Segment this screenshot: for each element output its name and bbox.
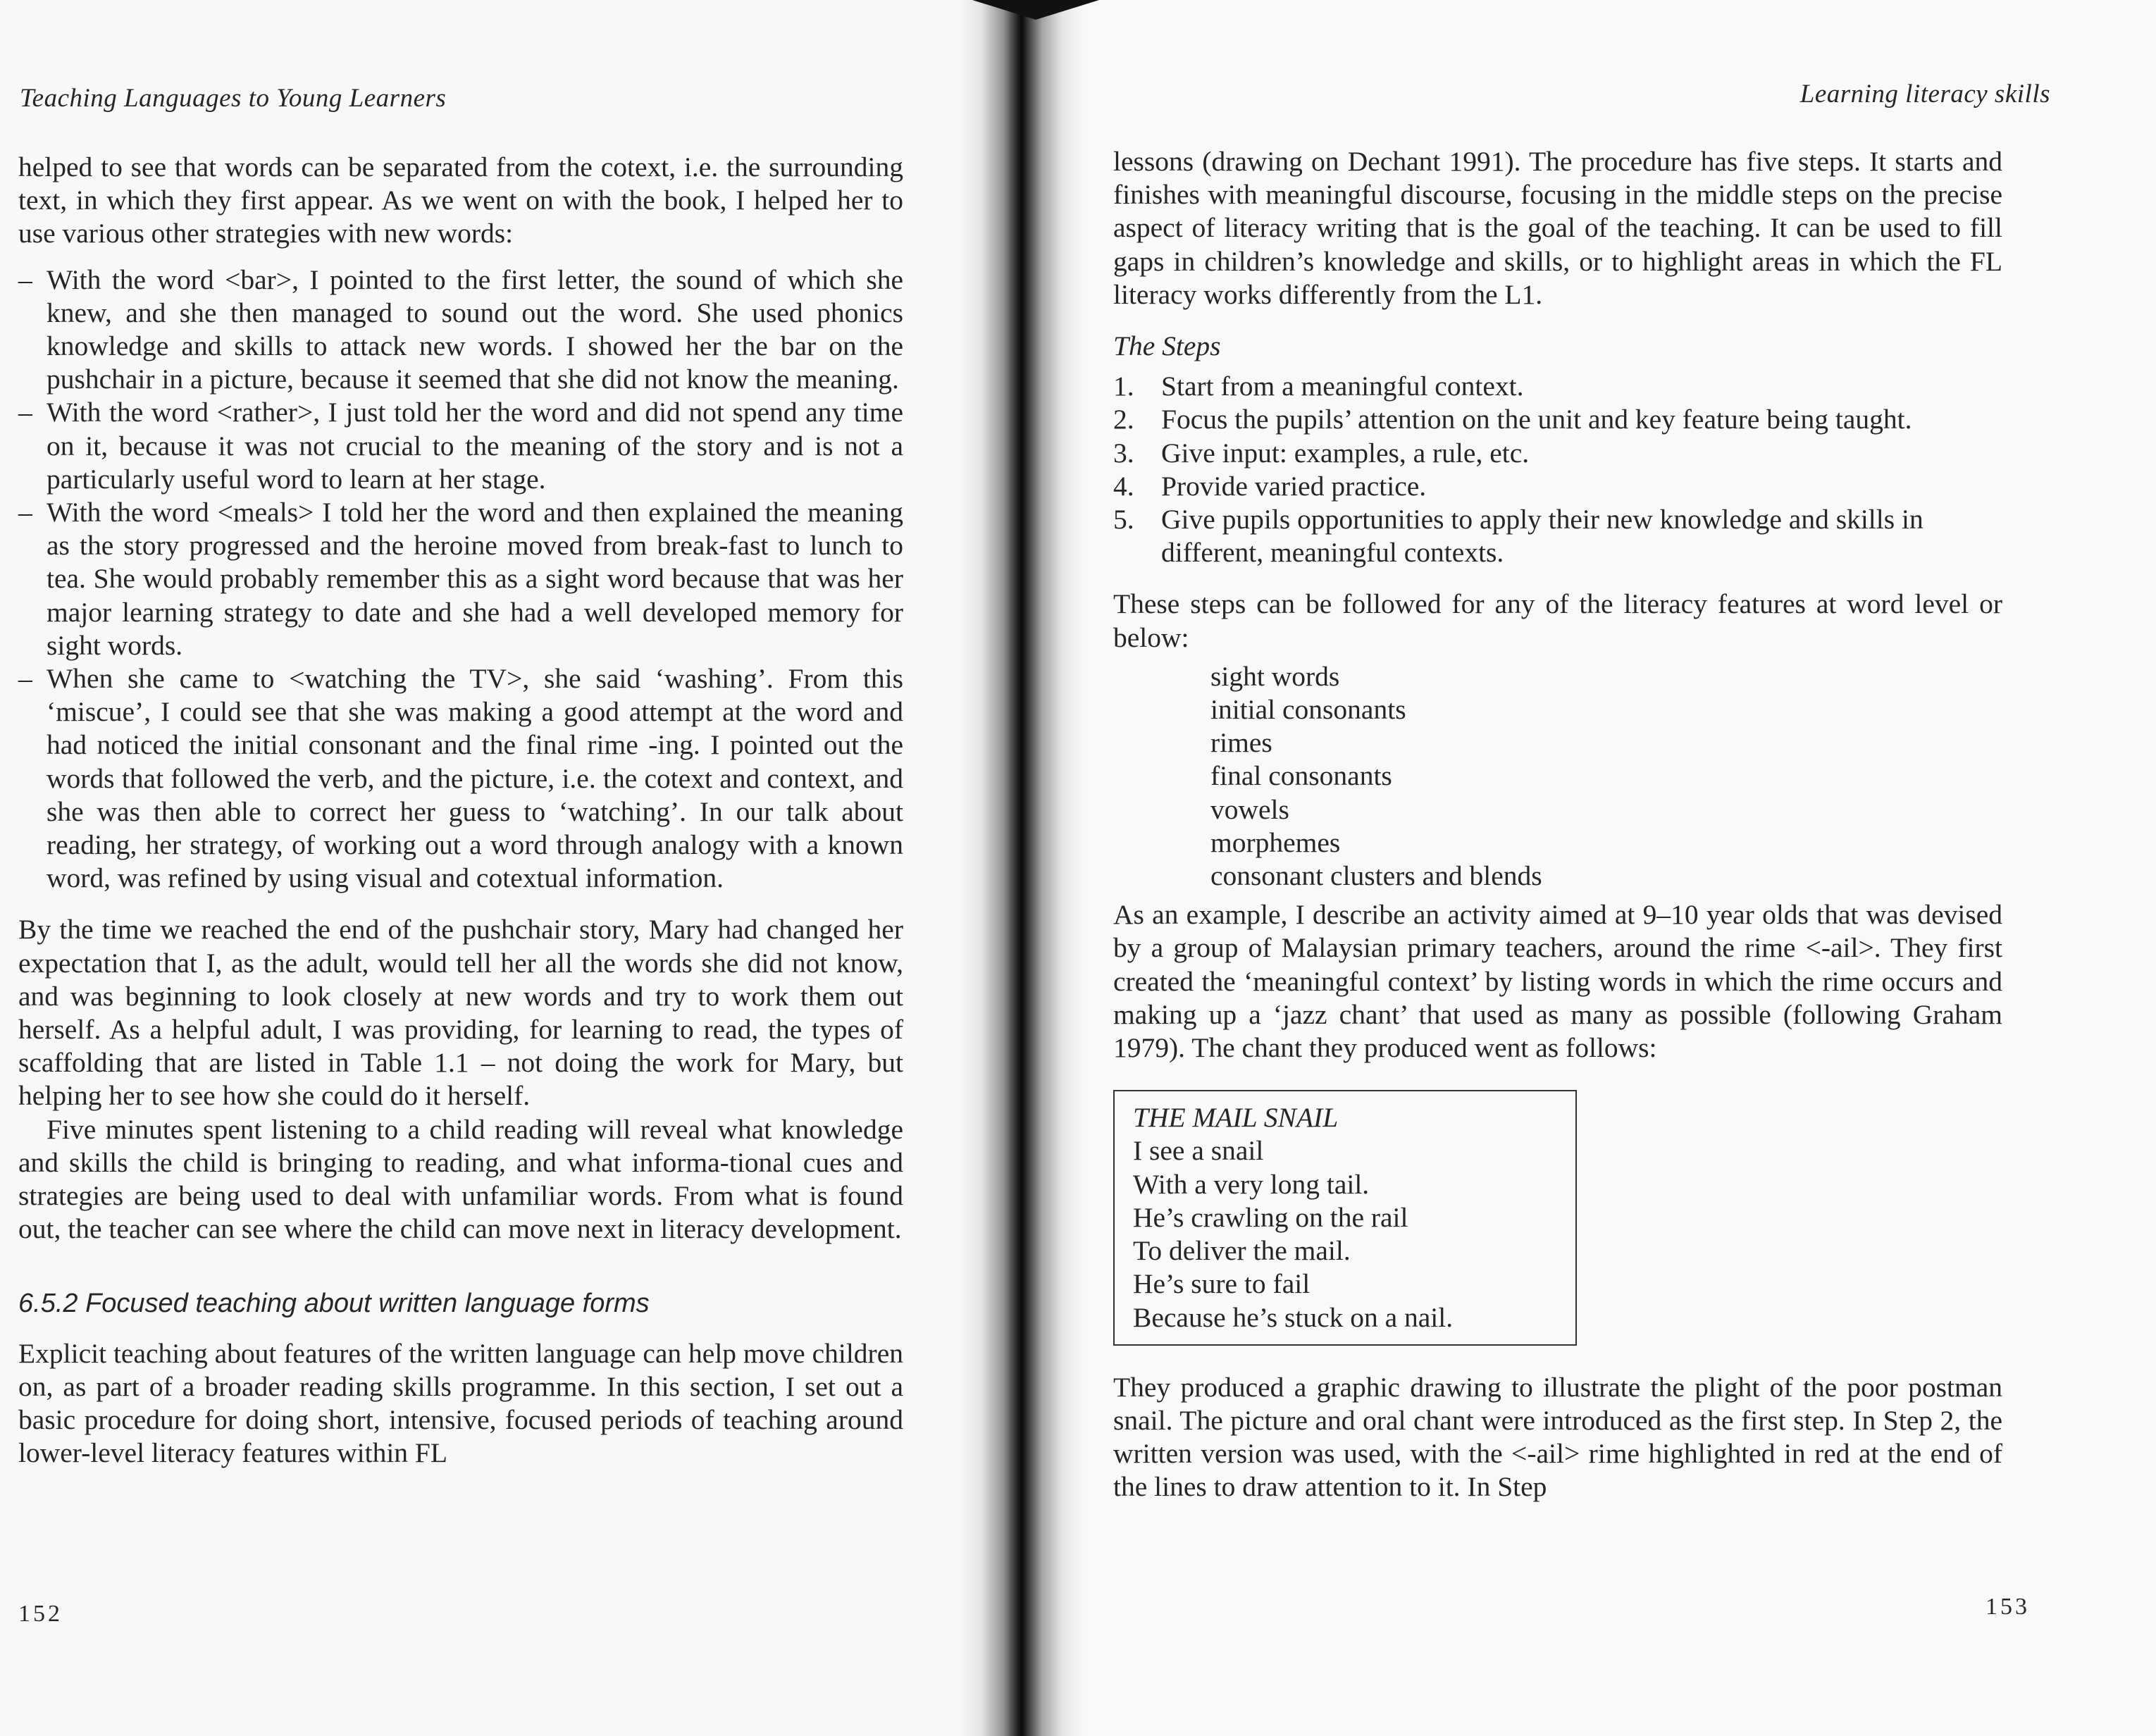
list-dash: – — [18, 663, 32, 695]
strategy-text: With the word <bar>, I pointed to the first letter, the sound of which she knew, and she then managed to sound out the word. She used phonics knowledge and skills to attack new words. I showed her the bar on the pushchair in a picture, because it seemed that she did not know the meaning. — [47, 264, 903, 395]
feature-item: consonant clusters and blends — [1210, 860, 1542, 892]
chant-line: He’s crawling on the rail — [1133, 1201, 1408, 1233]
section-heading: 6.5.2 Focused teaching about written language forms — [18, 1288, 650, 1318]
step-number: 4. — [1113, 470, 1134, 502]
chant-line: He’s sure to fail — [1133, 1268, 1311, 1300]
left-page-body — [18, 151, 903, 1470]
step-text: Give pupils opportunities to apply their new knowledge and skills in different, meaningful contexts. — [1161, 504, 1923, 569]
chant-line: Because he’s stuck on a nail. — [1133, 1301, 1454, 1333]
five-minutes-paragraph: Five minutes spent listening to a child reading will reveal what knowledge and skills the child is bringing to reading, and what informa-tional cues and strategies are being used to deal with unfamiliar words. From what is found out, the teacher can see where the child can move next in literacy development. — [18, 1113, 903, 1245]
feature-item: vowels — [1210, 793, 1289, 825]
strategy-item — [18, 396, 903, 496]
chant-line: To deliver the mail. — [1133, 1235, 1351, 1267]
step-item — [1113, 437, 2002, 470]
step-item — [1113, 503, 2002, 569]
these-steps-paragraph: These steps can be followed for any of the literacy features at word level or below: — [1113, 588, 2002, 653]
list-dash: – — [18, 497, 32, 528]
lessons-paragraph: lessons (drawing on Dechant 1991). The procedure has five steps. It starts and finishes with meaningful discourse, focusing in the middle steps on the precise aspect of literacy writing that is the goal of the teaching. It can be used to fill gaps in children’s knowledge and skills, or to highlight areas in which the FL literacy works differently from the L1. — [1113, 146, 2002, 310]
step-number: 1. — [1113, 371, 1134, 402]
running-head-left: Teaching Languages to Young Learners — [20, 84, 447, 113]
page-number-left: 152 — [18, 1601, 63, 1627]
step-text: Focus the pupils’ attention on the unit and key feature being taught. — [1161, 404, 1912, 435]
feature-item: initial consonants — [1210, 694, 1406, 726]
list-dash: – — [18, 264, 32, 295]
step-item — [1113, 370, 2002, 403]
step-number: 5. — [1113, 504, 1134, 535]
step-text: Give input: examples, a rule, etc. — [1161, 437, 1530, 469]
feature-item: sight words — [1210, 660, 1340, 692]
page-number-right: 153 — [1985, 1594, 2030, 1620]
step-item — [1113, 403, 2002, 436]
list-dash: – — [18, 397, 32, 428]
steps-heading: The Steps — [1113, 330, 1221, 362]
step-text: Provide varied practice. — [1161, 470, 1427, 502]
graphic-paragraph: They produced a graphic drawing to illustrate the plight of the poor postman snail. The picture and oral chant were introduced as the first step. In Step 2, the written version was used, with the <-ail> rime highlighted in red at the end of the lines to draw attention to it. In Step — [1113, 1371, 2002, 1503]
explicit-teaching-paragraph: Explicit teaching about features of the written language can help move children on, as part of a broader reading skills programme. In this section, I set out a basic procedure for doing short, intensive, focused periods of teaching around lower-level literacy features within FL — [18, 1337, 903, 1469]
chant-line: I see a snail — [1133, 1135, 1264, 1167]
running-head-right: Learning literacy skills — [1799, 80, 2050, 108]
intro-paragraph: helped to see that words can be separated from the cotext, i.e. the surrounding text, in which they first appear. As we went on with the book, I helped her to use various other strategies with new words: — [18, 151, 903, 249]
strategy-list — [18, 264, 903, 895]
steps-list — [1113, 370, 2002, 569]
strategy-text: With the word <meals> I told her the word and then explained the meaning as the story progressed and the heroine moved from break-fast to lunch to tea. She would probably remember this as a sight word because that was her major learning strategy to date and she had a well developed memory for sight words. — [47, 497, 903, 661]
pushchair-paragraph: By the time we reached the end of the pushchair story, Mary had changed her expectation that I, as the adult, would tell her all the words she did not know, and was beginning to look closely at new words and try to work them out herself. As a helpful adult, I was providing, for learning to read, the types of scaffolding that are listed in Table 1.1 – not doing the work for Mary, but helping her to see how she could do it herself. — [18, 914, 903, 1112]
step-text: Start from a meaningful context. — [1161, 371, 1524, 402]
example-paragraph: As an example, I describe an activity aimed at 9–10 year olds that was devised by a group of Malaysian primary teachers, around the rime <-ail>. They first created the ‘meaningful context’ by listing words in which the rime occurs and making up a ‘jazz chant’ that used as many as possible (following Graham 1979). The chant they produced went as follows: — [1113, 899, 2002, 1064]
feature-item: morphemes — [1210, 826, 1341, 858]
feature-item: rimes — [1210, 727, 1272, 759]
book-gutter-shadow — [958, 0, 1085, 1736]
feature-item: final consonants — [1210, 760, 1392, 792]
step-number: 3. — [1113, 437, 1134, 469]
chant-box — [1113, 1090, 1577, 1345]
strategy-item — [18, 264, 903, 397]
right-page-body — [1113, 145, 2002, 1504]
step-item — [1113, 470, 2002, 503]
strategy-text: When she came to <watching the TV>, she said ‘washing’. From this ‘miscue’, I could see that she was making a good attempt at the word and had noticed the initial consonant and the final rime -ing. I pointed out the words that followed the verb, and the picture, i.e. the cotext and context, and she was then able to correct her guess to ‘watching’. In our talk about reading, her strategy, of working out a word through analogy with a known word, was refined by using visual and cotextual information. — [47, 663, 903, 894]
gutter-binding-notch — [972, 0, 1099, 20]
strategy-item — [18, 662, 903, 895]
literacy-features-list — [1113, 660, 2002, 893]
chant-line: With a very long tail. — [1133, 1168, 1370, 1200]
chant-title: THE MAIL SNAIL — [1133, 1102, 1339, 1134]
strategy-item — [18, 496, 903, 662]
step-number: 2. — [1113, 404, 1134, 435]
strategy-text: With the word <rather>, I just told her the word and did not spend any time on it, because it was not crucial to the meaning of the story and is not a particularly useful word to learn at her stage. — [47, 397, 903, 495]
